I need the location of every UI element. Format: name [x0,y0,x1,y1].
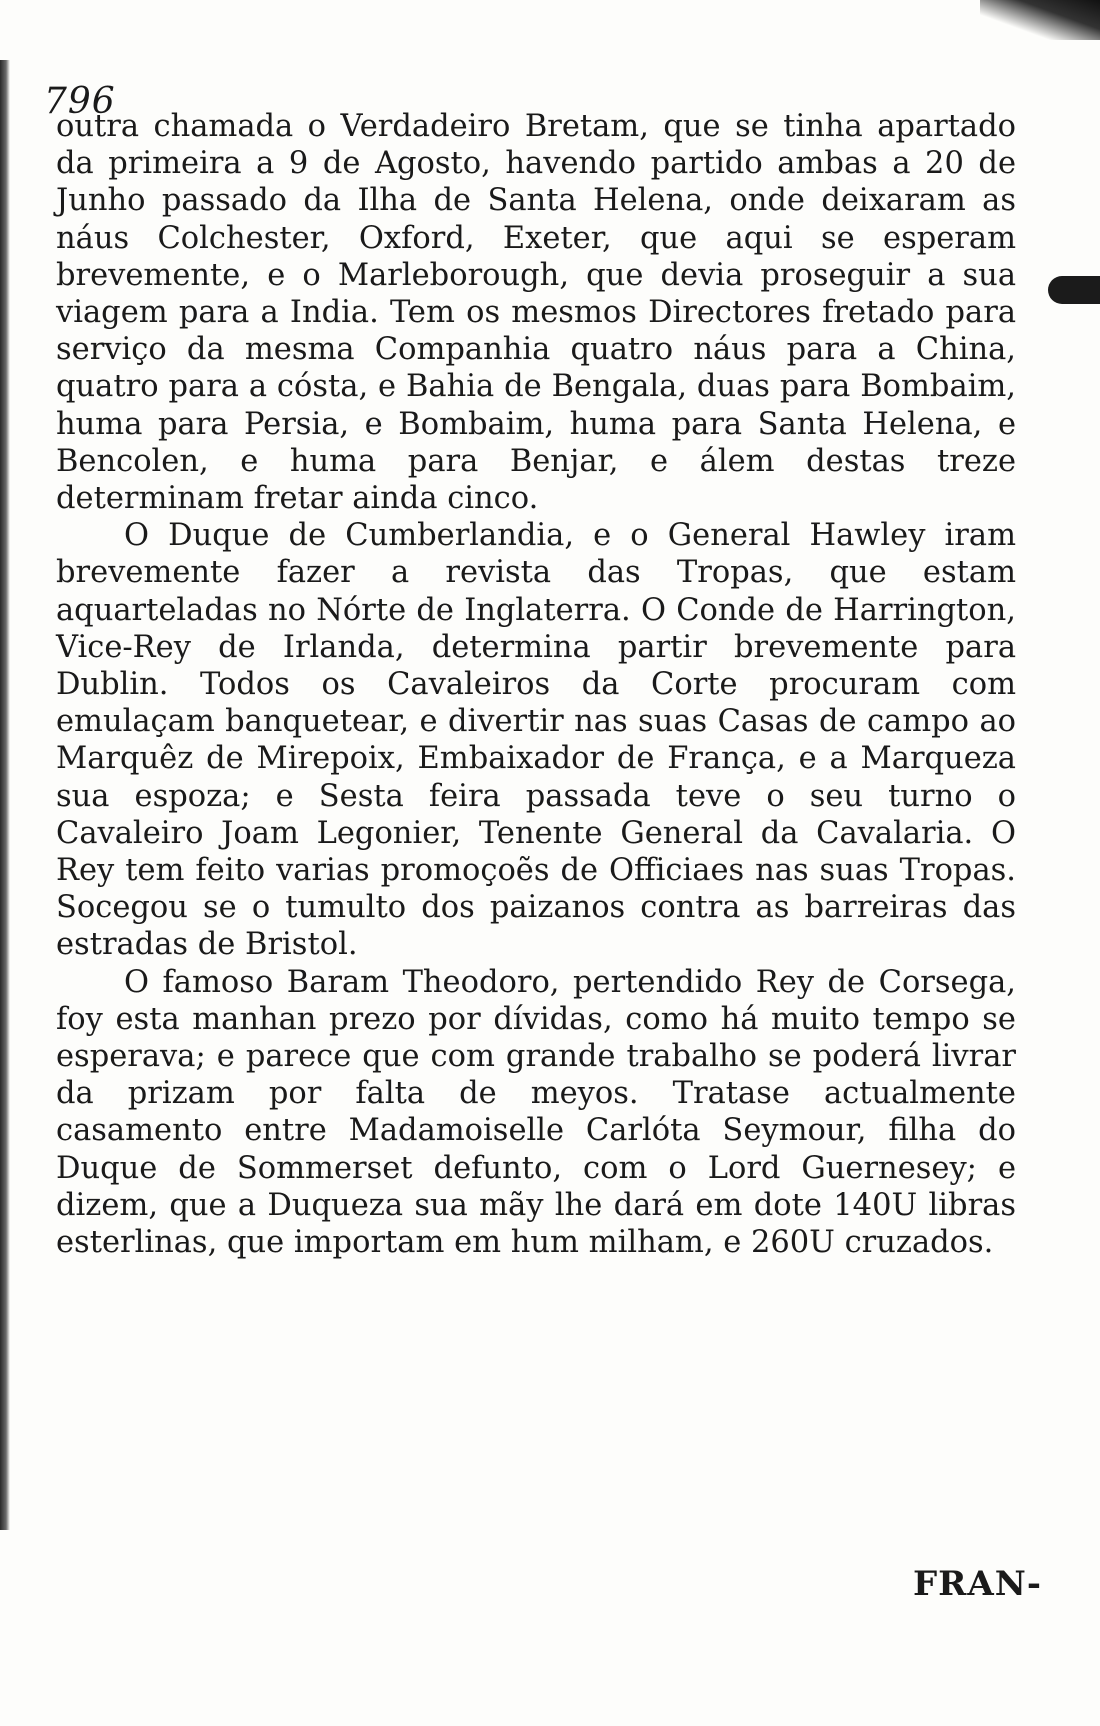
paragraph: O Duque de Cumberlandia, e o General Hawley iram brevemente fazer a revista das Tropas, que estam aquarteladas no Nórte de Inglaterra. O Conde de Harrington, Vice-Rey de Irlanda, determina partir brevemente para Dublin. Todos os Cavaleiros da Corte procuram com emulaçam banquetear, e divertir nas suas Casas de campo ao Marquêz de Mirepoix, Embaixador de França, e a Marqueza sua espoza; e Sesta feira passada teve o seu turno o Cavaleiro Joam Legonier, Tenente General da Cavalaria. O Rey tem feito varias promoçoẽs de Officiaes nas suas Tropas. Socegou se o tumulto dos paizanos contra as barreiras das estradas de Bristol. [56,518,1016,963]
body-text [56,108,1016,1261]
ink-blot [1048,276,1100,304]
binding-edge [0,60,10,1530]
paragraph: O famoso Baram Theodoro, pertendido Rey de Corsega, foy esta manhan prezo por dívidas, como há muito tempo se esperava; e parece que com grande trabalho se poderá livrar da prizam por falta de meyos. Tratase actualmente casamento entre Madamoiselle Carlóta Seymour, filha do Duque de Sommerset defunto, com o Lord Guernesey; e dizem, que a Duqueza sua mãy lhe dará em dote 140U libras esterlinas, que importam em hum milham, e 260U cruzados. [56,964,1016,1261]
corner-damage [980,0,1100,40]
paragraph: outra chamada o Verdadeiro Bretam, que se tinha apartado da primeira a 9 de Agosto, havendo partido ambas a 20 de Junho passado da Ilha de Santa Helena, onde deixaram as náus Colchester, Oxford, Exeter, que aqui se esperam brevemente, e o Marleborough, que devia proseguir a sua viagem para a India. Tem os mesmos Directores fretado para serviço da mesma Companhia quatro náus para a China, quatro para a cósta, e Bahia de Bengala, duas para Bombaim, huma para Persia, e Bombaim, huma para Santa Helena, e Bencolen, e huma para Benjar, e álem destas treze determinam fretar ainda cinco. [56,109,1016,517]
page-number: 796 [44,81,116,122]
catchword: FRAN- [913,1564,1042,1604]
